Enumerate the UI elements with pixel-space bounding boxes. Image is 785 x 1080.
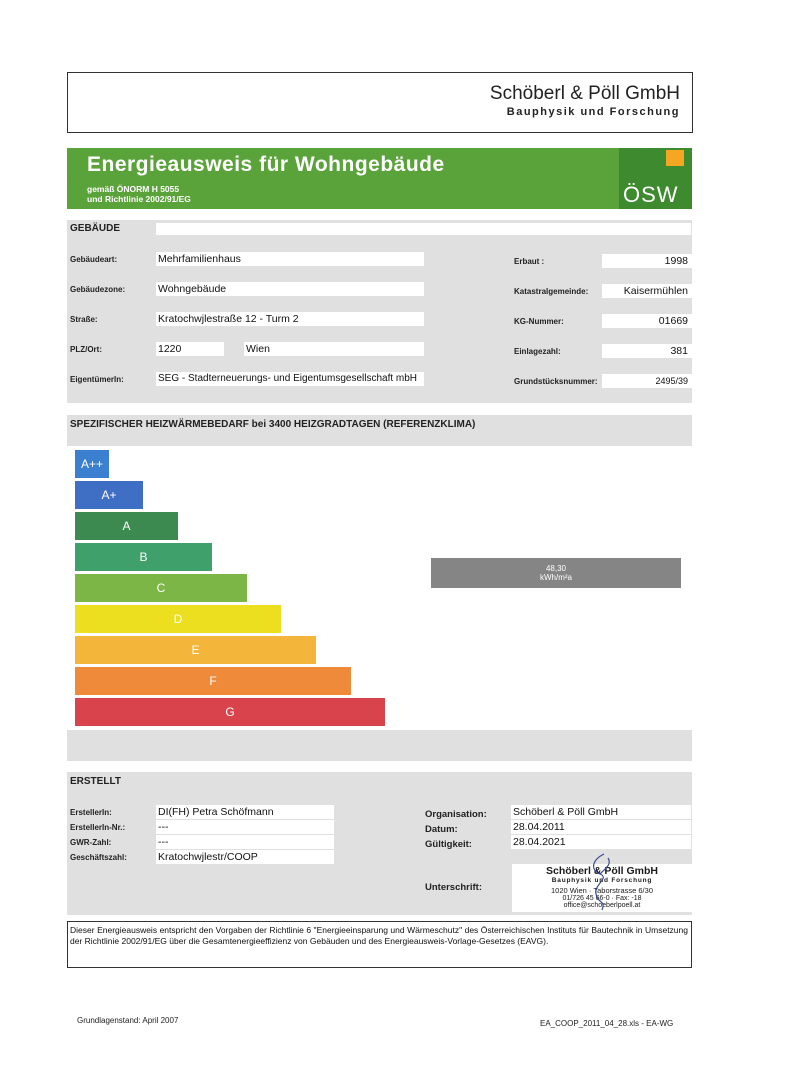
logo-text: ÖSW: [623, 182, 679, 207]
gebaeudezone-label: Gebäudezone:: [70, 285, 126, 294]
class-bar-f: F: [75, 667, 351, 695]
gebaeude-title: GEBÄUDE: [70, 223, 121, 234]
grundstuecksnummer-label: Grundstücksnummer:: [514, 377, 598, 386]
einlagezahl-value: 381: [602, 344, 692, 358]
plz-ort-label: PLZ/Ort:: [70, 345, 102, 354]
stamp-phone: 01/726 45 66-0 · Fax: -18: [562, 895, 642, 902]
norm-line-1: gemäß ÖNORM H 5055: [87, 184, 180, 194]
result-unit: kWh/m²a: [540, 573, 572, 582]
eigentuemer-label: EigentümerIn:: [70, 375, 124, 384]
footer-right: EA_COOP_2011_04_28.xls - EA-WG: [540, 1019, 674, 1028]
disclaimer-text: Dieser Energieausweis entspricht den Vorgaben der Richtlinie 6 "Energieeinsparung und Wärmeschutz" des Österreichischen Instituts für Bautechnik in Umsetzung der Richtlinie 2002/91/EG über die Gesamtenergieeffizienz von Gebäuden und des Energieausweis-Vorlage-Gesetzes (EAVG).: [70, 925, 688, 946]
footer-left: Grundlagenstand: April 2007: [77, 1016, 179, 1025]
gebaeude-title-strip: [156, 223, 691, 235]
stamp-name: Schöberl & Pöll GmbH: [545, 865, 658, 877]
class-bar-b: B: [75, 543, 212, 571]
erbaut-label: Erbaut :: [514, 257, 545, 266]
plz-value: 1220: [156, 342, 224, 356]
gebaeudeart-value: Mehrfamilienhaus: [156, 252, 424, 266]
unterschrift-label: Unterschrift:: [425, 882, 483, 893]
company-subtitle: Bauphysik und Forschung: [506, 106, 680, 118]
stamp-address: 1020 Wien · Taborstrasse 6/30: [550, 886, 653, 895]
header-box: [67, 72, 693, 133]
class-bar-a: A: [75, 512, 178, 540]
norm-line-2: und Richtlinie 2002/91/EG: [87, 194, 191, 204]
eigentuemer-value: SEG - Stadterneuerungs- und Eigentumsgesellschaft mbH: [156, 372, 424, 386]
gueltigkeit-value: 28.04.2021: [511, 835, 691, 849]
strasse-value: Kratochwjlestraße 12 - Turm 2: [156, 312, 424, 326]
logo-square-icon: [666, 150, 684, 166]
class-bar-d: D: [75, 605, 281, 633]
class-bar-g: G: [75, 698, 385, 726]
class-bar-app: A++: [75, 450, 109, 478]
signature-scribble-icon: [582, 850, 622, 912]
gwr-zahl-value: ---: [156, 835, 334, 849]
class-bar-c: C: [75, 574, 247, 602]
geschaeftszahl-label: Geschäftszahl:: [70, 853, 127, 862]
signature-stamp: [512, 864, 692, 912]
strasse-label: Straße:: [70, 315, 98, 324]
ersteller-label: ErstellerIn:: [70, 808, 112, 817]
class-bar-e: E: [75, 636, 316, 664]
ersteller-nr-label: ErstellerIn-Nr.:: [70, 823, 126, 832]
erstellt-title: ERSTELLT: [70, 776, 121, 787]
katastralgemeinde-label: Katastralgemeinde:: [514, 287, 589, 296]
datum-value: 28.04.2011: [511, 820, 691, 834]
katastralgemeinde-value: Kaisermühlen: [602, 284, 692, 298]
einlagezahl-label: Einlagezahl:: [514, 347, 561, 356]
company-name: Schöberl & Pöll GmbH: [489, 83, 680, 104]
title-banner: [67, 148, 619, 209]
ersteller-value: DI(FH) Petra Schöfmann: [156, 805, 334, 819]
erbaut-value: 1998: [602, 254, 692, 268]
geschaeftszahl-value: Kratochwjlestr/COOP: [156, 850, 334, 864]
class-bar-ap: A+: [75, 481, 143, 509]
result-value: 48,30: [545, 564, 567, 573]
result-bar: [431, 558, 681, 588]
ort-value: Wien: [244, 342, 424, 356]
stamp-subtitle: Bauphysik und Forschung: [551, 877, 653, 884]
gebaeudezone-value: Wohngebäude: [156, 282, 424, 296]
kg-nummer-value: 01669: [602, 314, 692, 328]
osw-logo: [619, 148, 692, 209]
grundstuecksnummer-value: 2495/39: [602, 374, 692, 388]
gebaeudeart-label: Gebäudeart:: [70, 255, 118, 264]
gueltigkeit-label: Gültigkeit:: [425, 839, 472, 850]
gwr-zahl-label: GWR-Zahl:: [70, 838, 112, 847]
stamp-email: office@schoeberlpoell.at: [563, 902, 641, 909]
disclaimer-box: [67, 921, 692, 968]
document-title: Energieausweis für Wohngebäude: [87, 153, 445, 176]
ersteller-nr-value: ---: [156, 820, 334, 834]
kg-nummer-label: KG-Nummer:: [514, 317, 564, 326]
organisation-label: Organisation:: [425, 809, 487, 820]
datum-label: Datum:: [425, 824, 458, 835]
heizwaerme-title: SPEZIFISCHER HEIZWÄRMEBEDARF bei 3400 HEIZGRADTAGEN (REFERENZKLIMA): [70, 419, 476, 430]
organisation-value: Schöberl & Pöll GmbH: [511, 805, 691, 819]
